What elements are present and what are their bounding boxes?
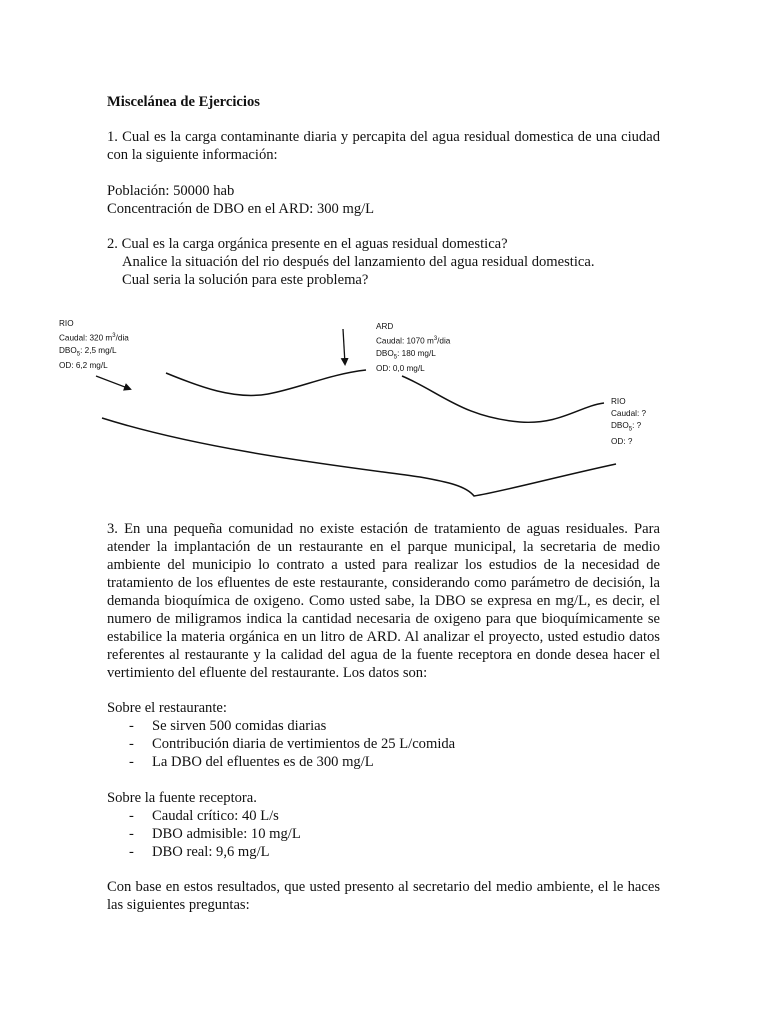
river-bank-upper-right: [402, 376, 604, 422]
fuente-heading: Sobre la fuente receptora.: [107, 790, 257, 806]
list-item: - Contribución diaria de vertimientos de 25 L/comida: [129, 736, 456, 752]
list-item: - DBO admisible: 10 mg/L: [129, 826, 301, 842]
exercise-2-line-3: Cual seria la solución para este problema?: [122, 272, 369, 288]
restaurante-heading: Sobre el restaurante:: [107, 700, 227, 716]
ard-label: [376, 321, 450, 375]
list-item: - DBO real: 9,6 mg/L: [129, 844, 270, 860]
ard-discharge-arrow: [343, 329, 345, 364]
rio-inflow-od: OD: 6,2 mg/L: [59, 361, 108, 371]
ard-title: ARD: [376, 322, 394, 331]
rio-inflow-dbo: $DBO_5$: 2,5 mg/L: [59, 345, 117, 358]
rio-inflow-arrow: [96, 376, 130, 389]
document-title: Miscelánea de Ejercicios: [107, 94, 260, 110]
list-item: - Caudal crítico: 40 L/s: [129, 808, 279, 824]
rio-outflow-label: [611, 396, 646, 448]
ard-od: OD: 0,0 mg/L: [376, 364, 425, 374]
rio-outflow-dbo: $DBO_5$: ?: [611, 421, 642, 433]
exercise-2-line-1: 2. Cual es la carga orgánica presente en el aguas residual domestica?: [107, 236, 508, 252]
exercise-3-paragraph: 3. En una pequeña comunidad no existe estación de tratamiento de aguas residuales. Para atender la implantación de un restaurante en el parque municipal, la secretaria de medio ambiente del municipio lo contrato a usted para realizar los estudios de la necesidad de tratamiento de los efluentes de este restaurante, considerando como parámetro de decisión, la demanda bioquímica de oxigeno. Como usted sabe, la DBO se expresa en mg/L, es decir, el numero de miligramos indica la cantidad necesaria de oxigeno para que bioquímicamente se estabilice la materia orgánica en un litro de ARD. Al analizar el proyecto, usted estudio datos referentes al restaurante y la calidad del agua de la fuente receptora en donde desea hacer el vertimiento del efluente del restaurante. Los datos son:: [107, 521, 660, 681]
rio-outflow-od: OD: ?: [611, 436, 633, 446]
exercise-2-line-2: Analice la situación del rio después del lanzamiento del agua residual domestica.: [122, 254, 595, 270]
exercise-1-question: 1. Cual es la carga contaminante diaria y percapita del agua residual domestica de una ciudad con la siguiente información:: [107, 129, 660, 163]
rio-inflow-label: [59, 318, 129, 372]
river-bank-upper-left: [166, 370, 366, 396]
list-item: - La DBO del efluentes es de 300 mg/L: [129, 754, 374, 770]
rio-outflow-caudal: Caudal: ?: [611, 409, 647, 418]
exercise-1-poblacion: Población: 50000 hab: [107, 183, 235, 199]
restaurante-list: [107, 717, 660, 771]
ard-dbo: $DBO_5$: 180 mg/L: [376, 348, 436, 361]
fuente-list: [107, 807, 660, 861]
river-bank-lower: [102, 418, 616, 496]
exercise-3-closing: Con base en estos resultados, que usted presento al secretario del medio ambiente, el le haces las siguientes preguntas:: [107, 879, 660, 913]
rio-inflow-title: RIO: [59, 319, 74, 328]
rio-inflow-caudal: Caudal: 320 $m^3$/dia: [59, 333, 129, 343]
list-item: - Se sirven 500 comidas diarias: [129, 718, 327, 734]
rio-outflow-title: RIO: [611, 397, 626, 406]
exercise-1-concentracion: Concentración de DBO en el ARD: 300 mg/L: [107, 201, 375, 217]
ard-caudal: Caudal: 1070 $m^3$/dia: [376, 336, 451, 346]
river-diagram: [0, 312, 768, 508]
